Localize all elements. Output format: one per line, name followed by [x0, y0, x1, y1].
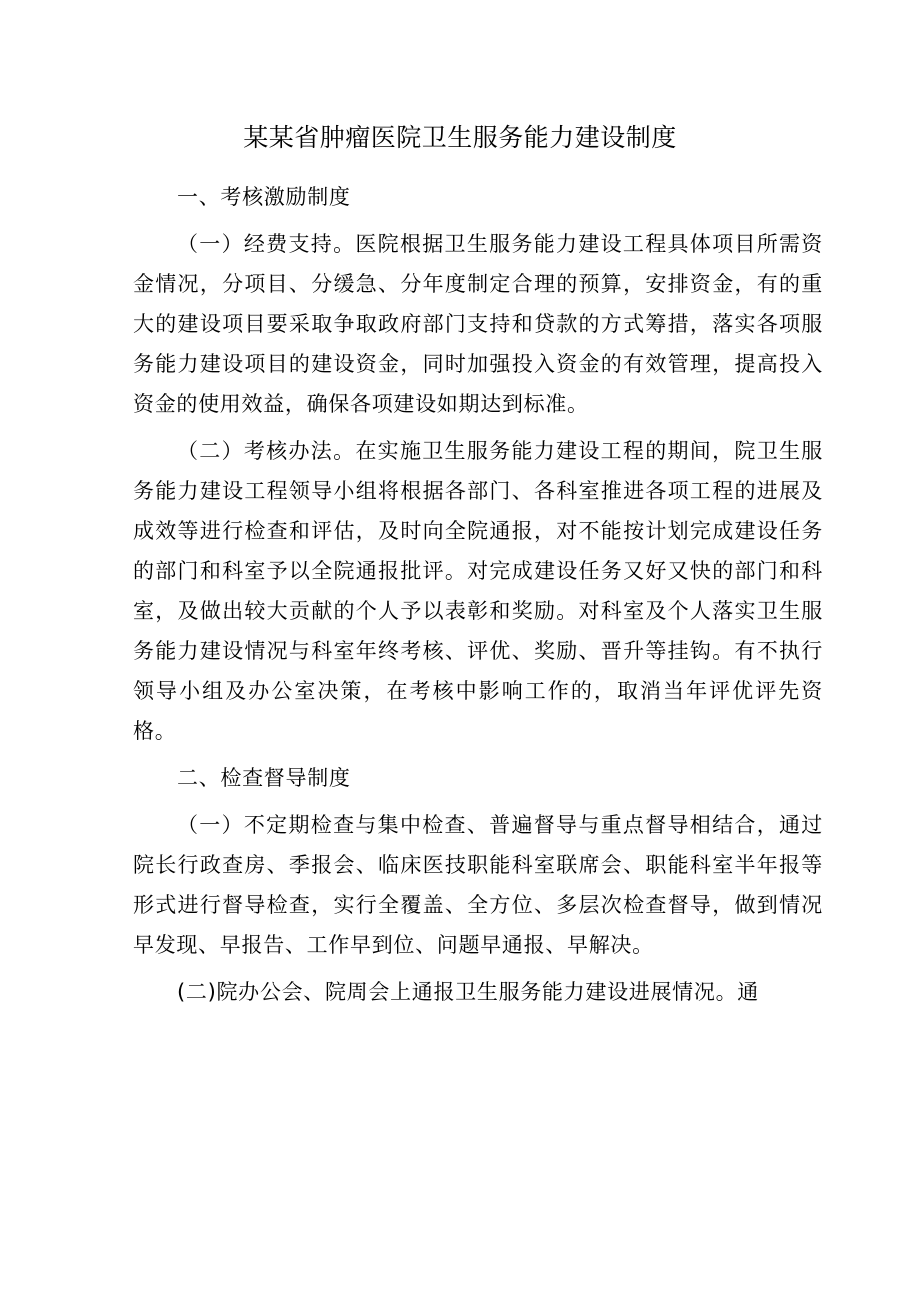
paragraph-funding-support: （一）经费支持。医院根据卫生服务能力建设工程具体项目所需资金情况，分项目、分缓急、分年度制定合理的预算，安排资金，有的重大的建设项目要采取争取政府部门支持和贷款的方式筹措，落实各项服务能力建设项目的建设资金，同时加强投入资金的有效管理，提高投入资金的使用效益，确保各项建设如期达到标准。	[133, 232, 823, 416]
paragraph-assessment-method: （二）考核办法。在实施卫生服务能力建设工程的期间，院卫生服务能力建设工程领导小组将根据各部门、各科室推进各项工程的进展及成效等进行检查和评估，及时向全院通报，对不能按计划完成建设任务的部门和科室予以全院通报批评。对完成建设任务又好又快的部门和科室，及做出较大贡献的个人予以表彰和奖励。对科室及个人落实卫生服务能力建设情况与科室年终考核、评优、奖励、晋升等挂钩。有不执行领导小组及办公室决策，在考核中影响工作的，取消当年评优评先资格。	[133, 439, 823, 743]
document-title: 某某省肿瘤医院卫生服务能力建设制度	[243, 123, 677, 152]
section-heading-assessment: 一、考核激励制度	[177, 185, 351, 209]
document-body	[133, 177, 823, 1019]
paragraph-meeting-report: (二)院办公会、院周会上通报卫生服务能力建设进展情况。通	[177, 980, 759, 1004]
paragraph-inspection: （一）不定期检查与集中检查、普遍督导与重点督导相结合，通过院长行政查房、季报会、临床医技职能科室联席会、职能科室半年报等形式进行督导检查，实行全覆盖、全方位、多层次检查督导，做到情况早发现、早报告、工作早到位、问题早通报、早解决。	[133, 813, 823, 957]
section-heading-supervision: 二、检查督导制度	[177, 766, 351, 790]
